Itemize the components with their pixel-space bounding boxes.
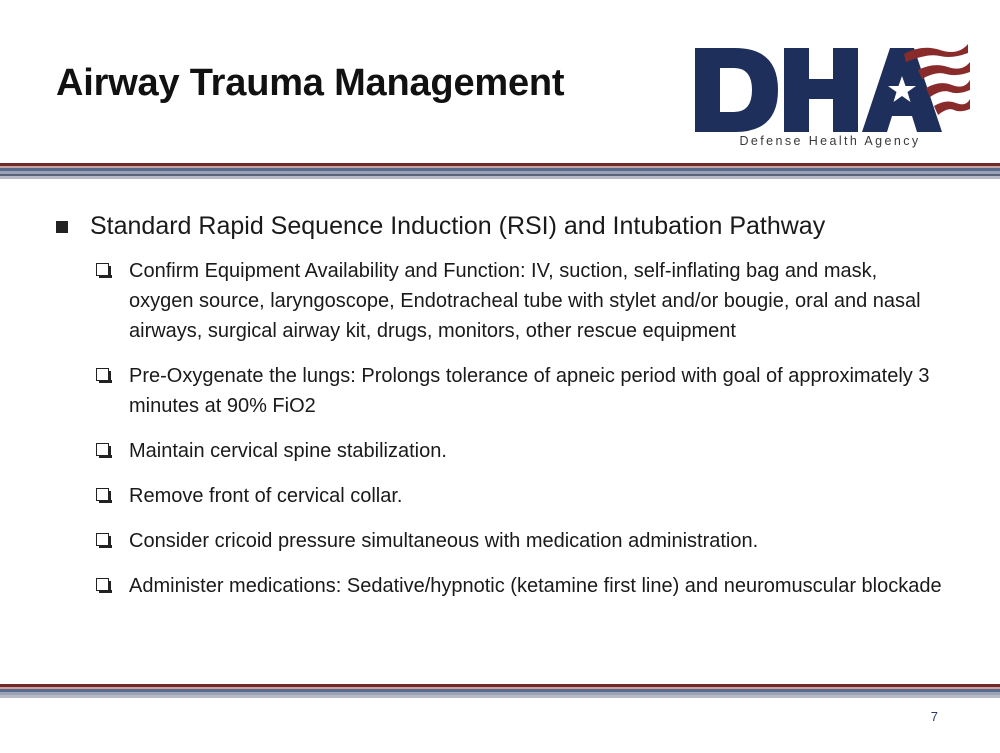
slide-content: [56, 210, 946, 616]
checklist-item-text: Pre-Oxygenate the lungs: Prolongs tolerance of apneic period with goal of approximately 3 minutes at 90% FiO2: [129, 365, 930, 417]
logo-caption: Defense Health Agency: [739, 134, 921, 148]
checklist-item: [96, 526, 946, 556]
square-bullet-icon: [56, 221, 68, 233]
checkbox-bullet-icon: [96, 443, 109, 456]
dha-logo: [690, 36, 970, 158]
header-divider: [0, 163, 1000, 181]
checklist-item: [96, 571, 946, 601]
checkbox-bullet-icon: [96, 533, 109, 546]
checklist-item-text: Confirm Equipment Availability and Function: IV, suction, self-inflating bag and mask, oxygen source, laryngoscope, Endotracheal tube with stylet and/or bougie, oral and nasal airways, surgical airway kit, drugs, monitors, other rescue equipment: [129, 260, 921, 342]
checklist-item: [96, 481, 946, 511]
checklist-item-text: Administer medications: Sedative/hypnotic (ketamine first line) and neuromuscular blockade: [129, 575, 942, 597]
checklist-item-text: Maintain cervical spine stabilization.: [129, 440, 447, 462]
footer-divider: [0, 684, 1000, 700]
slide-title: Airway Trauma Management: [56, 62, 565, 104]
checkbox-bullet-icon: [96, 368, 109, 381]
checklist: [96, 256, 946, 601]
checklist-item-text: Consider cricoid pressure simultaneous with medication administration.: [129, 530, 759, 552]
checklist-item: [96, 361, 946, 421]
main-bullet: [56, 210, 946, 242]
checkbox-bullet-icon: [96, 578, 109, 591]
checkbox-bullet-icon: [96, 488, 109, 501]
page-number: 7: [930, 709, 938, 724]
checklist-item-text: Remove front of cervical collar.: [129, 485, 403, 507]
main-bullet-text: Standard Rapid Sequence Induction (RSI) and Intubation Pathway: [90, 212, 826, 240]
dha-logo-mark: [690, 36, 970, 136]
checklist-item: [96, 256, 946, 346]
checkbox-bullet-icon: [96, 263, 109, 276]
checklist-item: [96, 436, 946, 466]
